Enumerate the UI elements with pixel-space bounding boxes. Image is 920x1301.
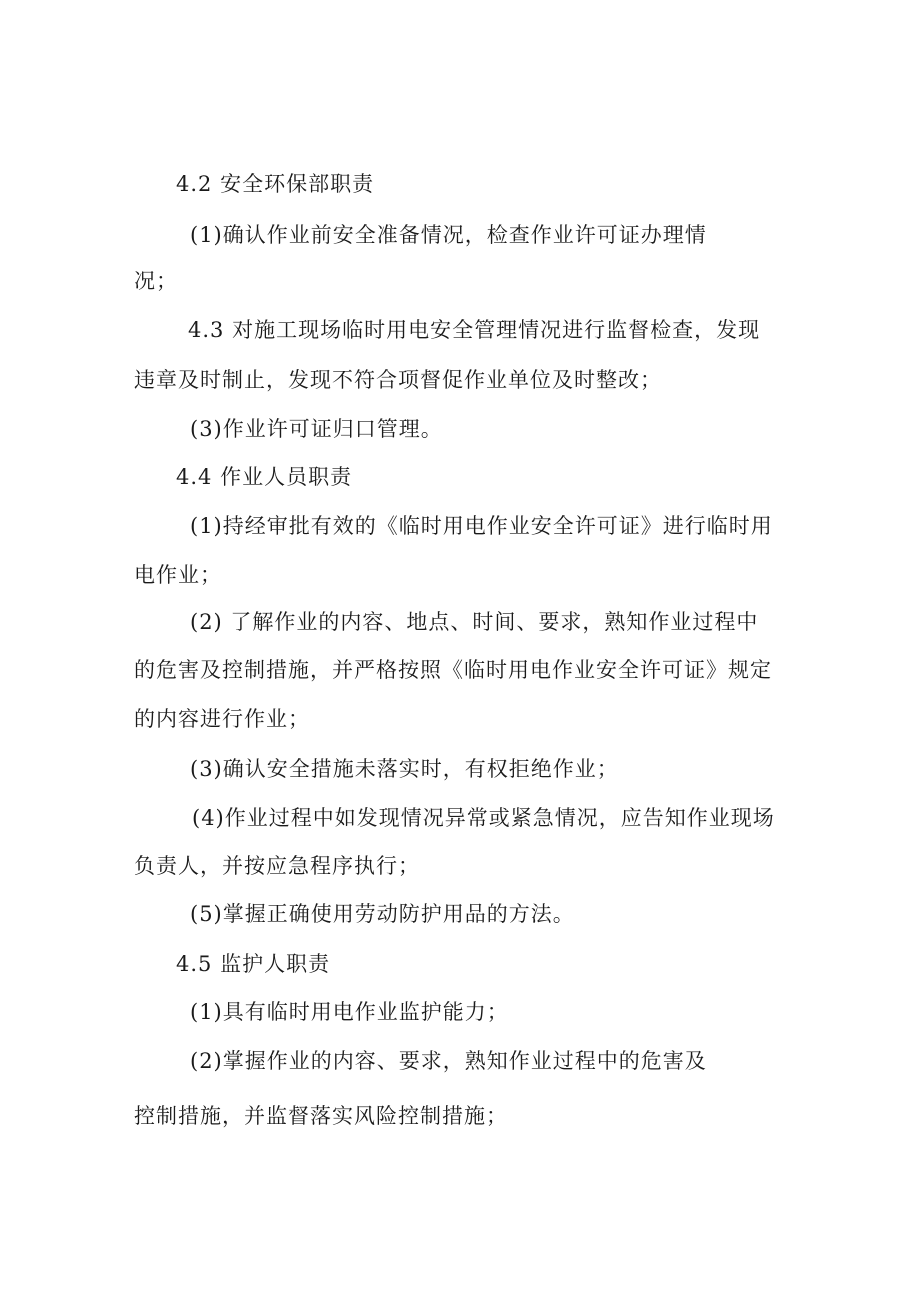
paragraph-line: (1)持经审批有效的《临时用电作业安全许可证》进行临时用 [190, 514, 773, 538]
paragraph-line: 的危害及控制措施，并严格按照《临时用电作业安全许可证》规定 [134, 658, 772, 682]
paragraph-line: 负责人，并按应急程序执行； [134, 854, 420, 878]
section-heading-4-2: 4.2 安全环保部职责 [176, 172, 375, 196]
paragraph-line: (1)确认作业前安全准备情况，检查作业许可证办理情 [190, 223, 707, 247]
paragraph-line: 电作业； [134, 563, 222, 587]
section-heading-4-4: 4.4 作业人员职责 [176, 465, 353, 489]
paragraph-line: 控制措施，并监督落实风险控制措施； [134, 1104, 508, 1128]
paragraph-line: 况； [134, 269, 178, 293]
paragraph-line: (1)具有临时用电作业监护能力； [190, 1000, 509, 1024]
section-heading-4-3: 4.3 对施工现场临时用电安全管理情况进行监督检查，发现 [188, 318, 761, 342]
paragraph-line: (5)掌握正确使用劳动防护用品的方法。 [190, 902, 575, 926]
paragraph-line: (4)作业过程中如发现情况异常或紧急情况，应告知作业现场 [192, 806, 775, 830]
paragraph-line: (3)确认安全措施未落实时，有权拒绝作业； [190, 757, 619, 781]
section-heading-4-5: 4.5 监护人职责 [176, 952, 331, 976]
paragraph-line: (2) 了解作业的内容、地点、时间、要求，熟知作业过程中 [190, 610, 759, 634]
paragraph-line: 违章及时制止，发现不符合项督促作业单位及时整改； [134, 368, 662, 392]
paragraph-line: (2)掌握作业的内容、要求，熟知作业过程中的危害及 [190, 1049, 707, 1073]
paragraph-line: 的内容进行作业； [134, 707, 310, 731]
paragraph-line: (3)作业许可证归口管理。 [190, 417, 443, 441]
